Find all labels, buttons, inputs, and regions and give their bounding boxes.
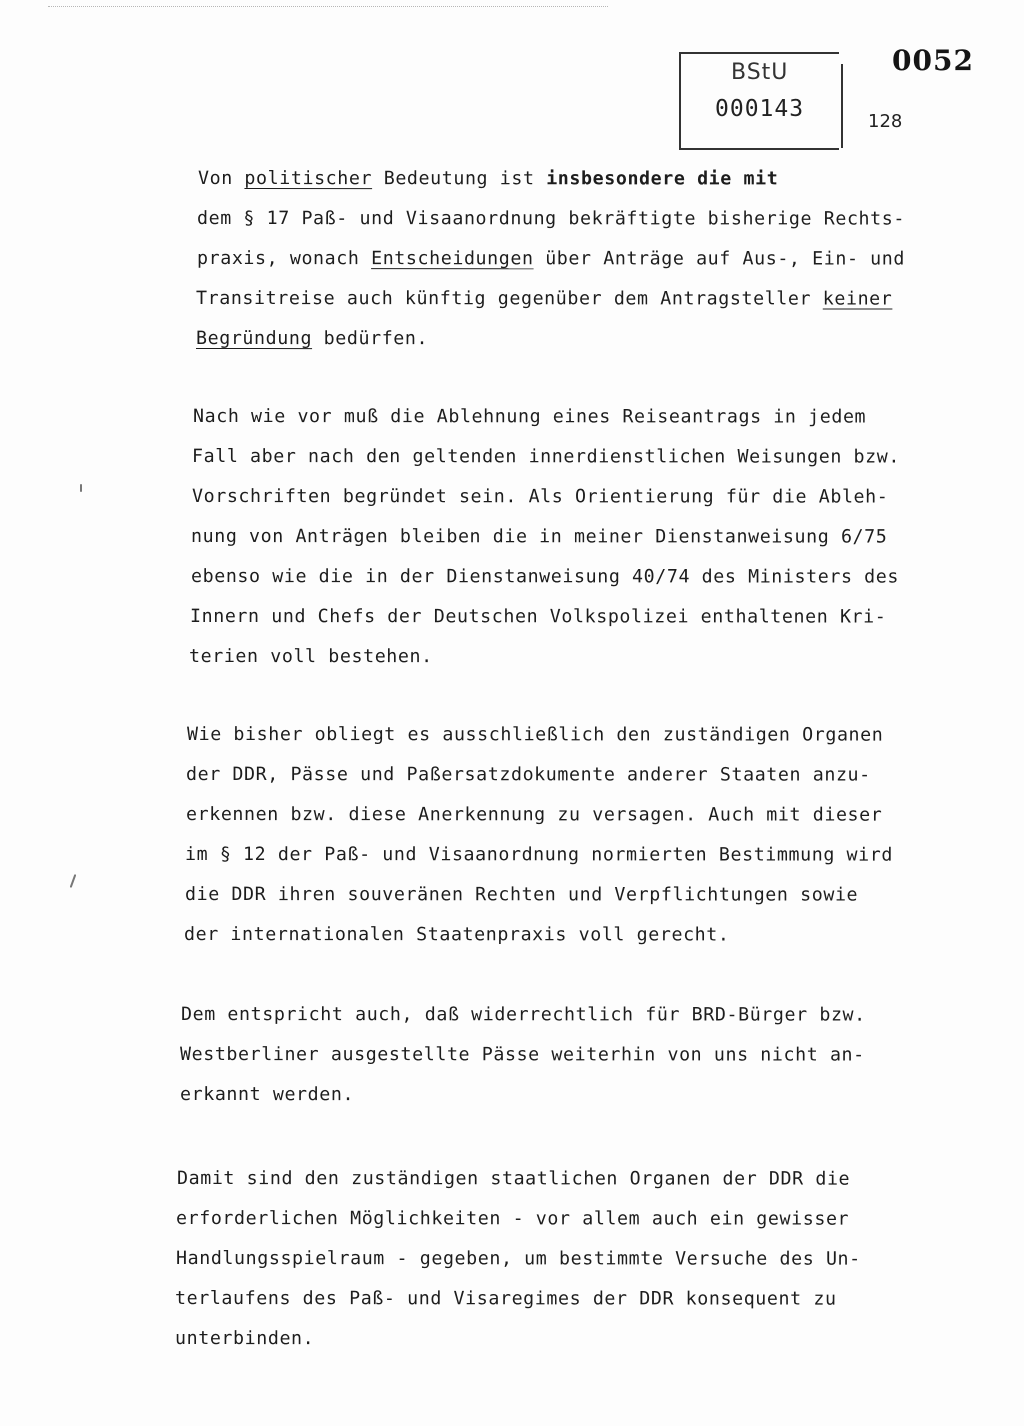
text-line: die DDR ihren souveränen Rechten und Verpflichtungen sowie — [184, 884, 858, 906]
text-line: der DDR, Pässe und Paßersatzdokumente anderer Staaten anzu- — [186, 764, 872, 786]
text-line: Dem entspricht auch, daß widerrechtlich für BRD-Bürger bzw. — [180, 1004, 866, 1026]
text-line: terien voll bestehen. — [189, 646, 434, 668]
margin-mark — [80, 484, 82, 492]
page-number: 128 — [868, 111, 903, 132]
text-line: praxis, wonach Entscheidungen über Anträge auf Aus-, Ein- und — [196, 248, 905, 270]
text-line: Transitreise auch künftig gegenüber dem Antragsteller keiner — [196, 288, 893, 310]
underlined-word: politischer — [244, 168, 373, 190]
text-line: der internationalen Staatenpraxis voll gerecht. — [183, 924, 730, 946]
text-line: Nach wie vor muß die Ablehnung eines Reiseantrags in jedem — [192, 406, 867, 428]
text-line: Vorschriften begründet sein. Als Orientierung für die Ableh- — [191, 486, 889, 508]
text-line: im § 12 der Paß- und Visaanordnung normierten Bestimmung wird — [185, 844, 894, 866]
text-line: nung von Anträgen bleiben die in meiner Dienstanweisung 6/75 — [191, 526, 888, 548]
underlined-word: Begründung — [195, 328, 312, 350]
text-line: erkennen bzw. diese Anerkennung zu versagen. Auch mit dieser — [185, 804, 883, 826]
text-line: ebenso wie die in der Dienstanweisung 40/74 des Ministers des — [190, 566, 899, 588]
bold-phrase: insbesondere die mit — [546, 168, 779, 190]
text-line: erforderlichen Möglichkeiten - vor allem auch ein gewisser — [176, 1208, 850, 1230]
text-line: unterbinden. — [174, 1328, 314, 1350]
underlined-word: keiner — [822, 288, 893, 310]
text-line: terlaufens des Paß- und Visaregimes der DDR konsequent zu — [175, 1288, 837, 1310]
underlined-word: Entscheidungen — [370, 248, 534, 270]
text-line: Damit sind den zuständigen staatlichen Organen der DDR die — [176, 1168, 851, 1190]
archive-number: 0052 — [892, 44, 974, 77]
text-line: Wie bisher obliegt es ausschließlich den zuständigen Organen — [186, 724, 884, 746]
scan-artifact-dots — [48, 6, 608, 13]
stamp-label: BStU — [731, 60, 789, 85]
text-line: Begründung bedürfen. — [195, 328, 428, 350]
text-line: Fall aber nach den geltenden innerdienstlichen Weisungen bzw. — [192, 446, 901, 468]
margin-mark — [70, 874, 77, 888]
text-line: Westberliner ausgestellte Pässe weiterhin von uns nicht an- — [180, 1044, 866, 1066]
text-line: dem § 17 Paß- und Visaanordnung bekräftigte bisherige Rechts- — [197, 208, 906, 230]
text-line: Handlungsspielraum - gegeben, um bestimmte Versuche des Un- — [175, 1248, 861, 1270]
stamp-number: 000143 — [715, 96, 805, 122]
text-line: erkannt werden. — [179, 1084, 354, 1106]
archive-stamp — [679, 52, 839, 148]
text-line: Innern und Chefs der Deutschen Volkspolizei enthaltenen Kri- — [189, 606, 887, 628]
text-line: Von politischer Bedeutung ist insbesondere die mit — [197, 168, 779, 190]
